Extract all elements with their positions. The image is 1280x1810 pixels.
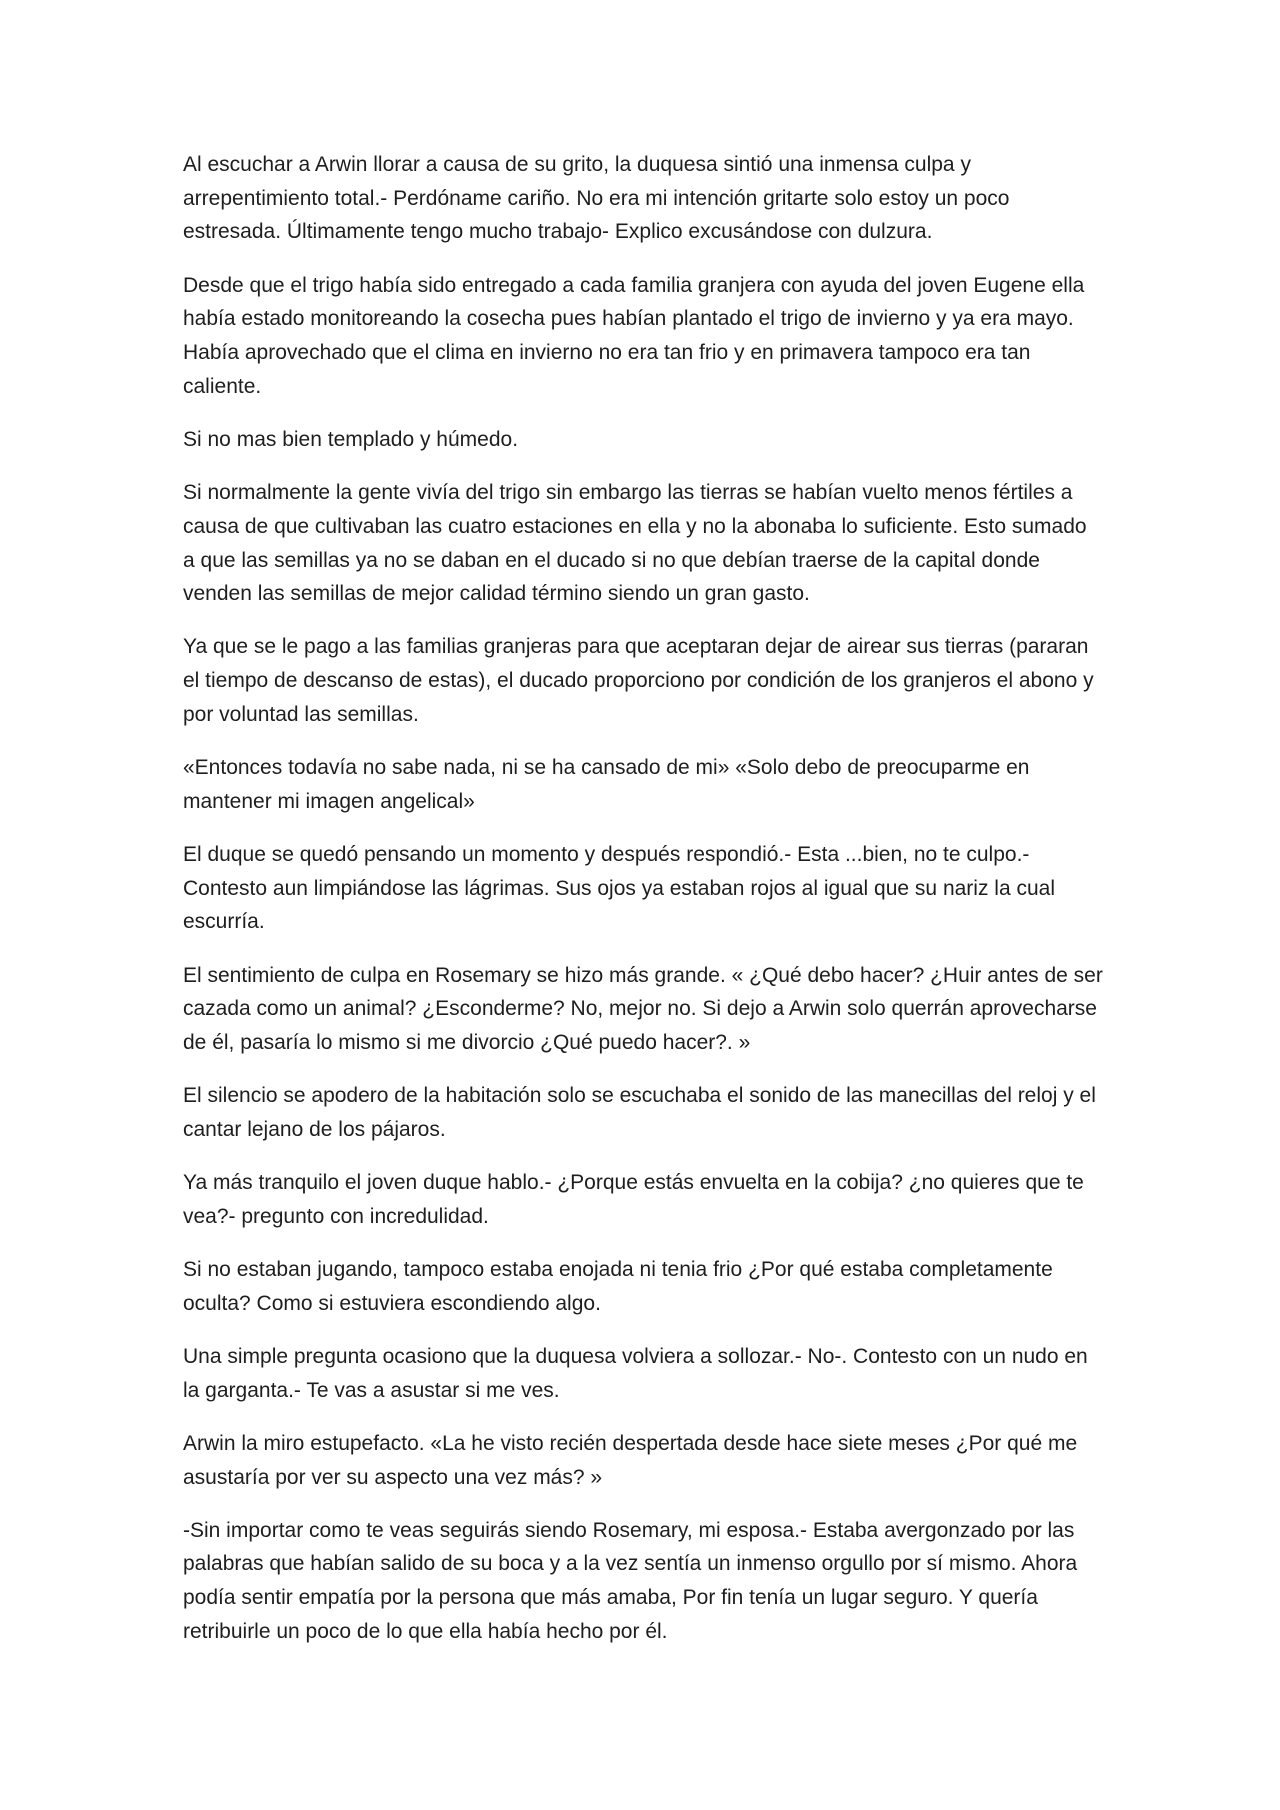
paragraph: Si no estaban jugando, tampoco estaba enojada ni tenia frio ¿Por qué estaba completamente oculta? Como si estuviera escondiendo algo. bbox=[183, 1257, 1053, 1315]
paragraph: Ya más tranquilo el joven duque hablo.- ¿Porque estás envuelta en la cobija? ¿no quieres que te vea?- pregunto con incredulidad. bbox=[183, 1171, 1084, 1228]
paragraph: Ya que se le pago a las familias granjeras para que aceptaran dejar de airear sus tierras (pararan el tiempo de descanso de estas), el ducado proporciono por condición de los granjeros el abono y por voluntad las semillas. bbox=[183, 635, 1094, 726]
paragraph: «Entonces todavía no sabe nada, ni se ha cansado de mi» «Solo debo de preocuparme en mantener mi imagen angelical» bbox=[183, 756, 1030, 813]
document-body bbox=[183, 148, 1103, 1668]
paragraph: Si no mas bien templado y húmedo. bbox=[183, 427, 519, 451]
paragraph: El duque se quedó pensando un momento y después respondió.- Esta ...bien, no te culpo.- Contesto aun limpiándose las lágrimas. Sus ojos ya estaban rojos al igual que su nariz la cual escurría. bbox=[183, 842, 1055, 934]
paragraph: El silencio se apodero de la habitación solo se escuchaba el sonido de las manecillas del reloj y el cantar lejano de los pájaros. bbox=[183, 1084, 1096, 1141]
paragraph: Arwin la miro estupefacto. «La he visto recién despertada desde hace siete meses ¿Por qué me asustaría por ver su aspecto una vez más? » bbox=[183, 1431, 1078, 1489]
paragraph: Una simple pregunta ocasiono que la duquesa volviera a sollozar.- No-. Contesto con un nudo en la garganta.- Te vas a asustar si me ves. bbox=[183, 1344, 1088, 1402]
paragraph: Si normalmente la gente vivía del trigo sin embargo las tierras se habían vuelto menos fértiles a causa de que cultivaban las cuatro estaciones en ella y no la abonaba lo suficiente. Esto sumado a que las semillas ya no se daban en el ducado si no que debían traerse de la capital donde venden las semillas de mejor calidad término siendo un gran gasto. bbox=[183, 481, 1087, 606]
paragraph: Al escuchar a Arwin llorar a causa de su grito, la duquesa sintió una inmensa culpa y arrepentimiento total.- Perdóname cariño. No era mi intención gritarte solo estoy un poco estresada. Últimamente tengo mucho trabajo- Explico excusándose con dulzura. bbox=[183, 153, 1010, 244]
paragraph: -Sin importar como te veas seguirás siendo Rosemary, mi esposa.- Estaba avergonzado por las palabras que habían salido de su boca y a la vez sentía un inmenso orgullo por sí mismo. Ahora podía sentir empatía por la persona que más amaba, Por fin tenía un lugar seguro. Y quería retribuirle un poco de lo que ella había hecho por él. bbox=[183, 1518, 1078, 1643]
paragraph: El sentimiento de culpa en Rosemary se hizo más grande. « ¿Qué debo hacer? ¿Huir antes de ser cazada como un animal? ¿Esconderme? No, mejor no. Si dejo a Arwin solo querrán aprovecharse de él, pasaría lo mismo si me divorcio ¿Qué puedo hacer?. » bbox=[183, 963, 1103, 1054]
paragraph: Desde que el trigo había sido entregado a cada familia granjera con ayuda del joven Eugene ella había estado monitoreando la cosecha pues habían plantado el trigo de invierno y ya era mayo. Había aprovechado que el clima en invierno no era tan frio y en primavera tampoco era tan caliente. bbox=[183, 273, 1085, 398]
